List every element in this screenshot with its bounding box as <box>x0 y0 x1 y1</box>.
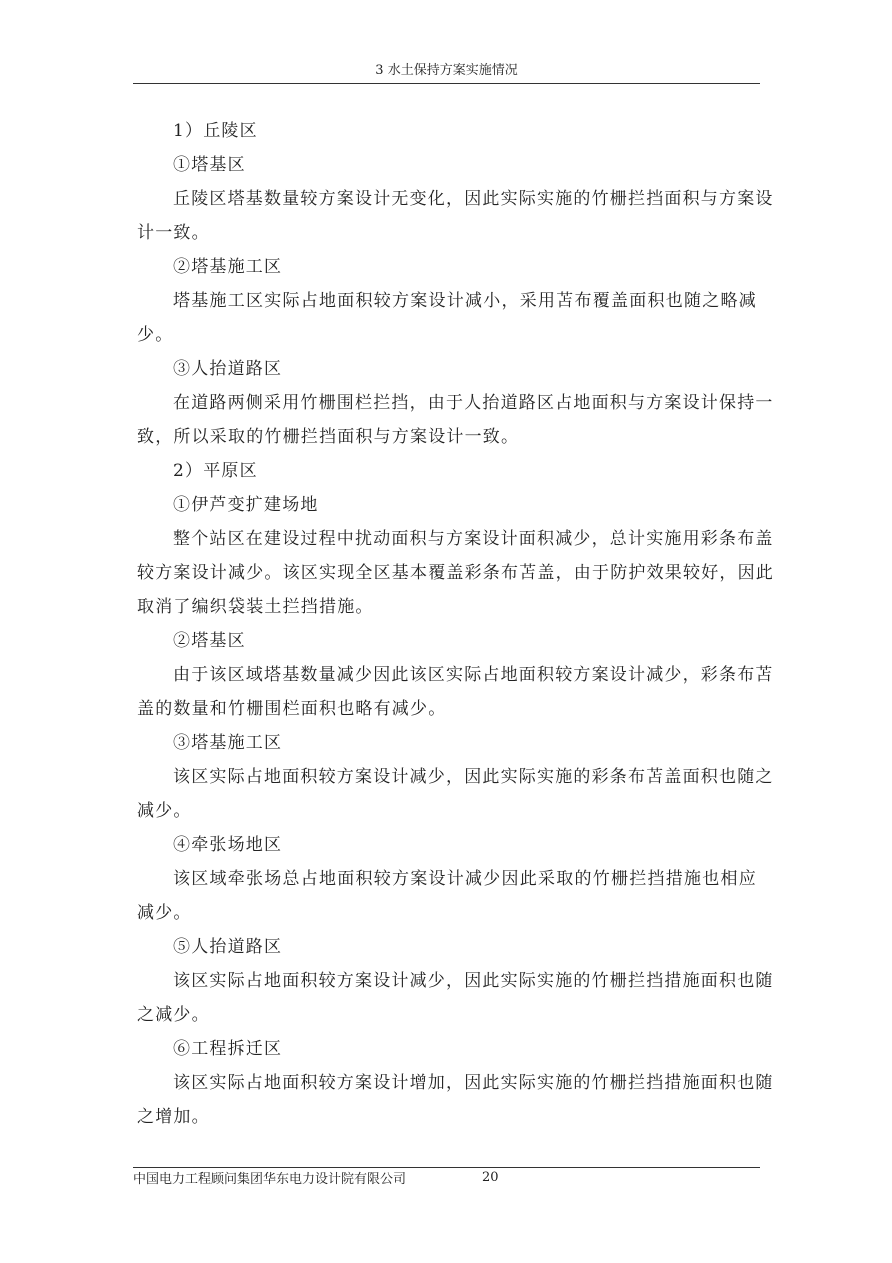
subheading-substation-site: ①伊芦变扩建场地 <box>173 495 319 515</box>
paragraph-line: 该区实际占地面积较方案设计增加，因此实际实施的竹栅拦挡措施面积也随 <box>173 1073 774 1093</box>
subheading-tension-site: ④牵张场地区 <box>173 835 283 855</box>
paragraph-line: 之减少。 <box>137 1005 210 1025</box>
subheading-tower-base: ②塔基区 <box>173 631 246 651</box>
document-body <box>137 114 774 1134</box>
paragraph-line: 盖的数量和竹栅围栏面积也略有减少。 <box>137 699 447 719</box>
paragraph-line: 致，所以采取的竹栅拦挡面积与方案设计一致。 <box>137 427 520 447</box>
paragraph-line: 丘陵区塔基数量较方案设计无变化，因此实际实施的竹栅拦挡面积与方案设 <box>173 189 774 209</box>
paragraph-line: 之增加。 <box>137 1107 210 1127</box>
paragraph-line: 塔基施工区实际占地面积较方案设计减小，采用苫布覆盖面积也随之略减 <box>173 291 757 311</box>
page-number: 20 <box>482 1170 499 1185</box>
paragraph-line: 计一致。 <box>137 223 210 243</box>
paragraph-line: 在道路两侧采用竹栅围栏拦挡，由于人抬道路区占地面积与方案设计保持一 <box>173 393 774 413</box>
subheading-footpath: ③人抬道路区 <box>173 359 283 379</box>
subheading-tower-construction: ②塔基施工区 <box>173 257 283 277</box>
paragraph-line: 整个站区在建设过程中扰动面积与方案设计面积减少，总计实施用彩条布盖 <box>173 529 774 549</box>
paragraph-line: 该区域牵张场总占地面积较方案设计减少因此采取的竹栅拦挡措施也相应 <box>173 869 757 889</box>
paragraph-line: 减少。 <box>137 801 192 821</box>
header-divider <box>133 83 760 84</box>
paragraph-line: 取消了编织袋装土拦挡措施。 <box>137 597 374 617</box>
paragraph-line: 较方案设计减少。该区实现全区基本覆盖彩条布苫盖，由于防护效果较好，因此 <box>137 563 774 583</box>
paragraph-line: 由于该区域塔基数量减少因此该区实际占地面积较方案设计减少，彩条布苫 <box>173 665 774 685</box>
subheading-tower-construction: ③塔基施工区 <box>173 733 283 753</box>
page-header: 3 水土保持方案实施情况 <box>375 63 518 78</box>
paragraph-line: 少。 <box>137 325 174 345</box>
section-heading-hilly: 1）丘陵区 <box>173 121 258 141</box>
footer-organization: 中国电力工程顾问集团华东电力设计院有限公司 <box>133 1172 407 1187</box>
subheading-footpath: ⑤人抬道路区 <box>173 937 283 957</box>
subheading-tower-base: ①塔基区 <box>173 155 246 175</box>
subheading-demolition: ⑥工程拆迁区 <box>173 1039 283 1059</box>
section-heading-plain: 2）平原区 <box>173 461 258 481</box>
paragraph-line: 减少。 <box>137 903 192 923</box>
footer-divider <box>133 1167 760 1168</box>
paragraph-line: 该区实际占地面积较方案设计减少，因此实际实施的彩条布苫盖面积也随之 <box>173 767 774 787</box>
paragraph-line: 该区实际占地面积较方案设计减少，因此实际实施的竹栅拦挡措施面积也随 <box>173 971 774 991</box>
